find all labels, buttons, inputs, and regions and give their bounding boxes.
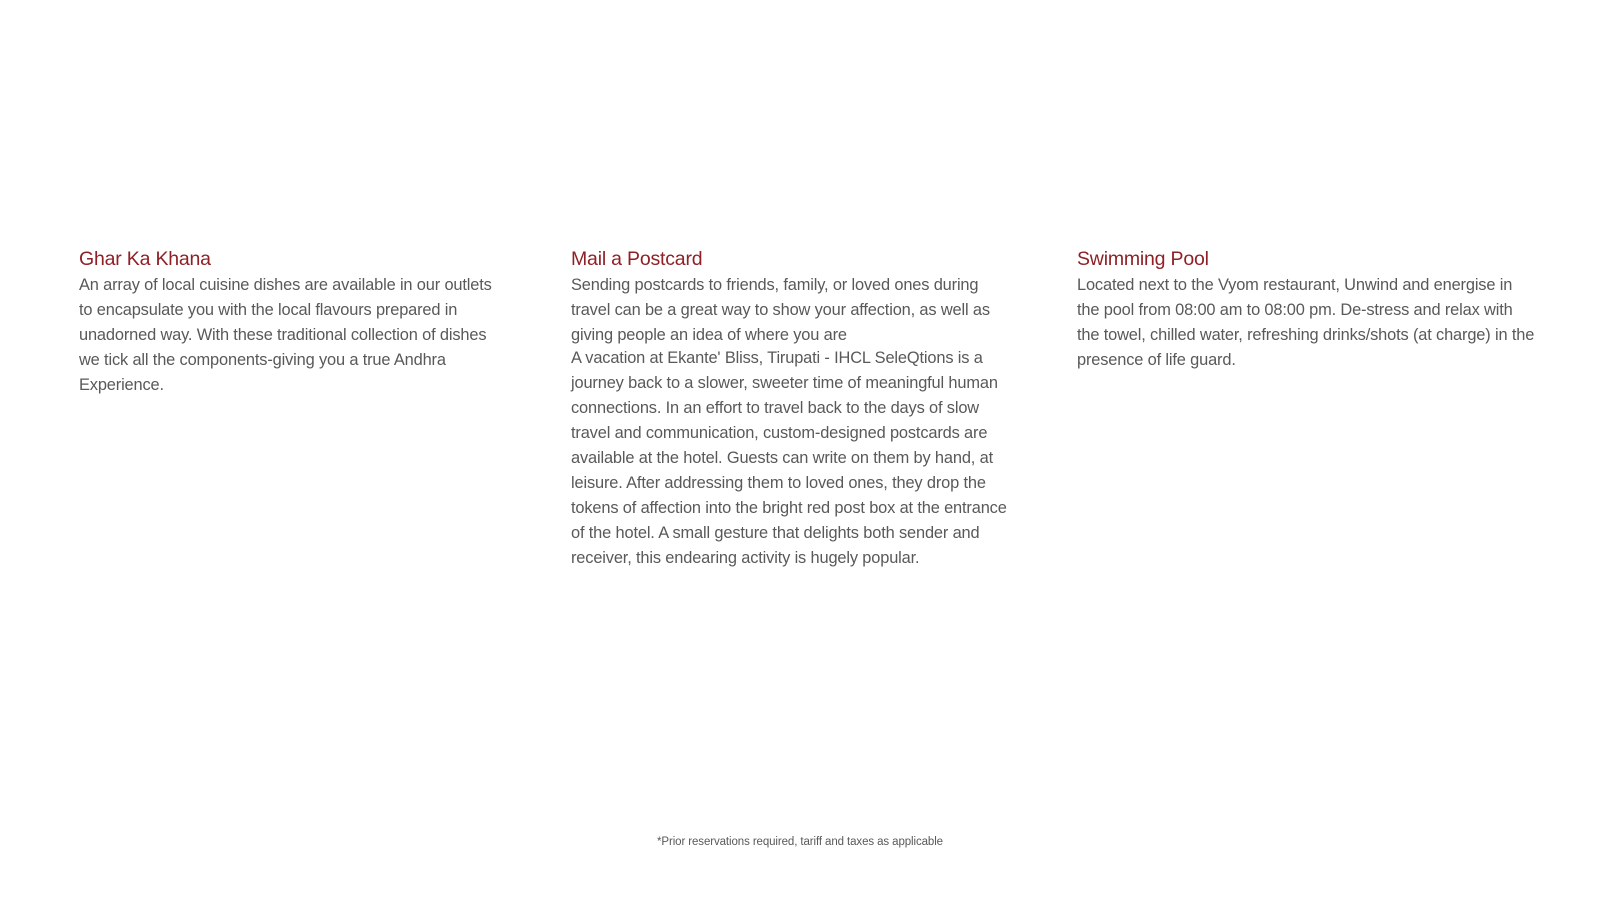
section-title: Swimming Pool: [1077, 248, 1209, 270]
section-description: Sending postcards to friends, family, or loved ones during travel can be a great way to show your affection, as well as giving people an idea of where you are: [571, 276, 990, 344]
section-mail-a-postcard: [571, 247, 1021, 571]
section-description-extended: A vacation at Ekante' Bliss, Tirupati - IHCL SeleQtions is a journey back to a slower, sweeter time of meaningful human connections. In an effort to travel back to the days of slow travel and communication, custom-designed postcards are available at the hotel. Guests can write on them by hand, at leisure. After addressing them to loved ones, they drop the tokens of affection into the bright red post box at the entrance of the hotel. A small gesture that delights both sender and receiver, this endearing activity is hugely popular.: [571, 349, 1007, 567]
section-title: Ghar Ka Khana: [79, 248, 211, 270]
footnote: *Prior reservations required, tariff and taxes as applicable: [657, 836, 943, 848]
section-title: Mail a Postcard: [571, 248, 703, 270]
section-description: Located next to the Vyom restaurant, Unwind and energise in the pool from 08:00 am to 08:00 pm. De-stress and relax with the towel, chilled water, refreshing drinks/shots (at charge) in the presence of life guard.: [1077, 276, 1535, 369]
section-description: An array of local cuisine dishes are available in our outlets to encapsulate you with the local flavours prepared in unadorned way. With these traditional collection of dishes we tick all the components-giving you a true Andhra Experience.: [79, 276, 492, 394]
section-ghar-ka-khana: [79, 247, 509, 398]
section-swimming-pool: [1077, 247, 1537, 373]
